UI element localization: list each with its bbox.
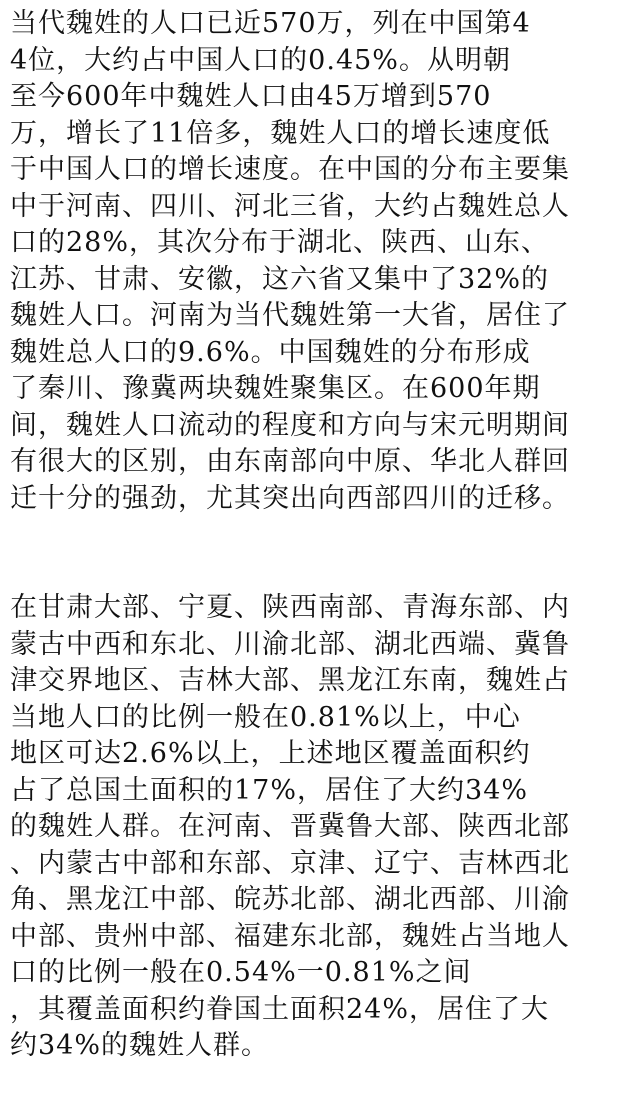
text-line: 蒙古中西和东北、川渝北部、湖北西端、冀鲁	[10, 628, 570, 660]
text-line: 有很大的区别，由东南部向中原、华北人群回	[10, 446, 570, 477]
text-line: 当地人口的比例一般在0.81%以上，中心	[10, 701, 521, 733]
text-line: 间，魏姓人口流动的程度和方向与宋元明期间	[10, 409, 570, 441]
text-line: 角、黑龙江中部、皖苏北部、湖北西部、川渝	[10, 884, 570, 915]
text-line: 约34%的魏姓人群。	[10, 1030, 270, 1061]
text-line: 地区可达2.6%以上，上述地区覆盖面积约	[10, 738, 531, 769]
text-line: 至今600年中魏姓人口由45万增到570	[10, 81, 492, 112]
text-line: 于中国人口的增长速度。在中国的分布主要集	[10, 154, 570, 185]
text-line: 了秦川、豫冀两块魏姓聚集区。在600年期	[10, 373, 541, 404]
text-line: 口的比例一般在0.54%一0.81%之间	[10, 957, 472, 988]
text-line: 迁十分的强劲，尤其突出向西部四川的迁移。	[10, 482, 570, 514]
text-line: 万，增长了11倍多，魏姓人口的增长速度低	[10, 117, 551, 149]
text-line: 津交界地区、吉林大部、黑龙江东南，魏姓占	[10, 665, 570, 696]
text-line: 魏姓人口。河南为当代魏姓第一大省，居住了	[10, 300, 570, 331]
paragraph-regional-distribution	[10, 590, 636, 1065]
text-line: 在甘肃大部、宁夏、陕西南部、青海东部、内	[10, 592, 570, 623]
text-line: ，其覆盖面积约眷国土面积24%，居住了大	[10, 993, 550, 1025]
text-line: 当代魏姓的人口已近570万，列在中国第4	[10, 8, 531, 39]
text-line: 中部、贵州中部、福建东北部，魏姓占当地人	[10, 920, 570, 952]
text-line: 、内蒙古中部和东部、京津、辽宁、吉林西北	[10, 847, 570, 879]
text-line: 江苏、甘肃、安徽，这六省又集中了32%的	[10, 263, 550, 295]
text-line: 口的28%，其次分布于湖北、陕西、山东、	[10, 227, 550, 258]
text-line: 4位，大约占中国人口的0.45%。从明朝	[10, 44, 511, 76]
text-line: 魏姓总人口的9.6%。中国魏姓的分布形成	[10, 336, 531, 368]
paragraph-population-overview	[10, 6, 636, 517]
text-line: 占了总国土面积的17%，居住了大约34%	[10, 774, 529, 806]
text-line: 的魏姓人群。在河南、晋冀鲁大部、陕西北部	[10, 811, 570, 842]
text-line: 中于河南、四川、河北三省，大约占魏姓总人	[10, 190, 570, 222]
